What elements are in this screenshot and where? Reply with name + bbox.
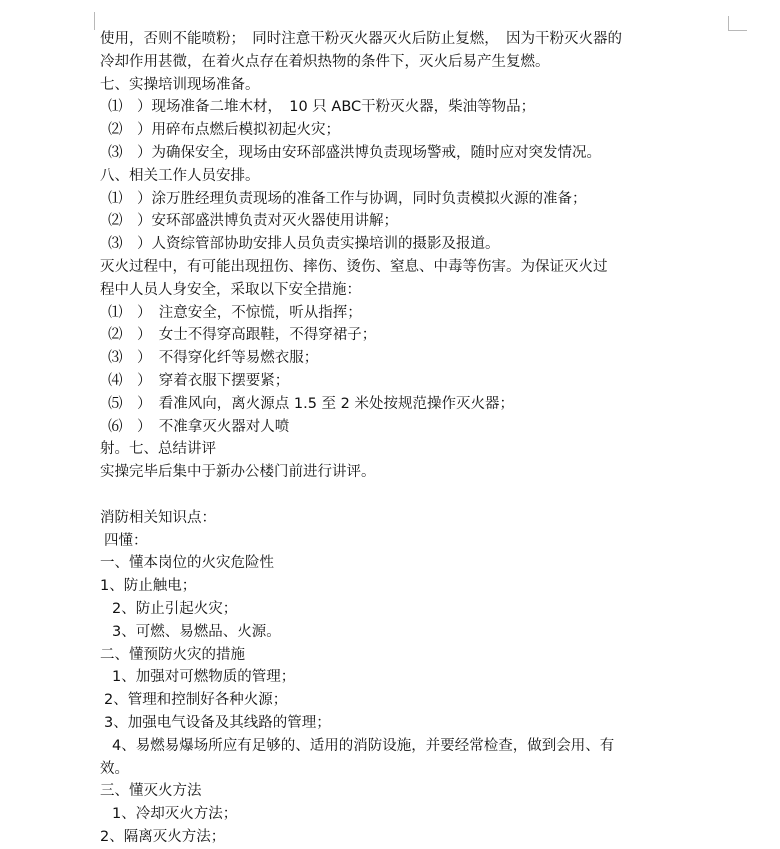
list-item: 1、冷却灭火方法；: [112, 806, 238, 823]
section-heading: 消防相关知识点：: [100, 509, 216, 526]
page-corner-mark-top-right: [728, 16, 747, 31]
section-heading: 三、懂灭火方法: [100, 783, 202, 800]
document-body: [100, 28, 730, 849]
list-item: ⑸ ） 看准风向，离火源点 1.5 至 2 米处按规范操作灭火器；: [108, 395, 514, 412]
list-item: 2、隔离灭火方法；: [100, 828, 226, 845]
list-item: 1、防止触电；: [100, 578, 197, 595]
blank-line: [100, 484, 730, 507]
list-item: ⑵ ）安环部盛洪博负责对灭火器使用讲解；: [108, 213, 398, 230]
section-heading: 七、实操培训现场准备。: [100, 76, 260, 93]
paragraph-line: 实操完毕后集中于新办公楼门前进行讲评。: [100, 464, 376, 481]
list-item: 2、防止引起火灾；: [112, 600, 238, 617]
section-heading: 一、懂本岗位的火灾危险性: [100, 555, 274, 572]
list-item: ⑴ ） 注意安全，不惊慌，听从指挥；: [108, 304, 362, 321]
list-item: ⑴ ）涂万胜经理负责现场的准备工作与协调，同时负责模拟火源的准备；: [108, 190, 587, 207]
list-item: 3、可燃、易燃品、火源。: [112, 623, 281, 640]
list-item: ⑶ ）为确保安全，现场由安环部盛洪博负责现场警戒，随时应对突发情况。: [108, 144, 601, 161]
list-item: 2、管理和控制好各种火源；: [104, 692, 288, 709]
list-item: ⑹ ） 不准拿灭火器对人喷: [108, 418, 290, 435]
paragraph-line: 程中人员人身安全，采取以下安全措施：: [100, 281, 361, 298]
list-item: ⑴ ）现场准备二堆木材， 10 只 ABC干粉灭火器，柴油等物品；: [108, 99, 536, 116]
section-heading: 二、懂预防火灾的措施: [100, 646, 245, 663]
list-item: 4、易燃易爆场所应有足够的、适用的消防设施，并要经常检查，做到会用、有: [112, 737, 615, 754]
list-item: ⑶ ） 不得穿化纤等易燃衣服；: [108, 350, 319, 367]
paragraph-line: 灭火过程中，有可能出现扭伤、摔伤、烫伤、窒息、中毒等伤害。为保证灭火过: [100, 258, 608, 275]
page-corner-mark-top-left: [93, 12, 95, 30]
subheading: 四懂：: [104, 532, 148, 549]
paragraph-line: 冷却作用甚微，在着火点存在着炽热物的条件下，灭火后易产生复燃。: [100, 53, 550, 70]
list-item: 3、加强电气设备及其线路的管理；: [104, 714, 331, 731]
paragraph-line: 效。: [100, 760, 129, 777]
list-item: ⑷ ） 穿着衣服下摆要紧；: [108, 372, 290, 389]
list-item: ⑶ ）人资综管部协助安排人员负责实操培训的摄影及报道。: [108, 236, 500, 253]
section-heading: 八、相关工作人员安排。: [100, 167, 260, 184]
list-item: 1、加强对可燃物质的管理；: [112, 669, 296, 686]
paragraph-line: 使用，否则不能喷粉； 同时注意干粉灭火器灭火后防止复燃， 因为干粉灭火器的: [100, 31, 622, 47]
list-item: ⑵ ）用碎布点燃后模拟初起火灾；: [108, 122, 340, 139]
section-heading: 射。七、总结讲评: [100, 441, 216, 458]
list-item: ⑵ ） 女士不得穿高跟鞋，不得穿裙子；: [108, 327, 377, 344]
